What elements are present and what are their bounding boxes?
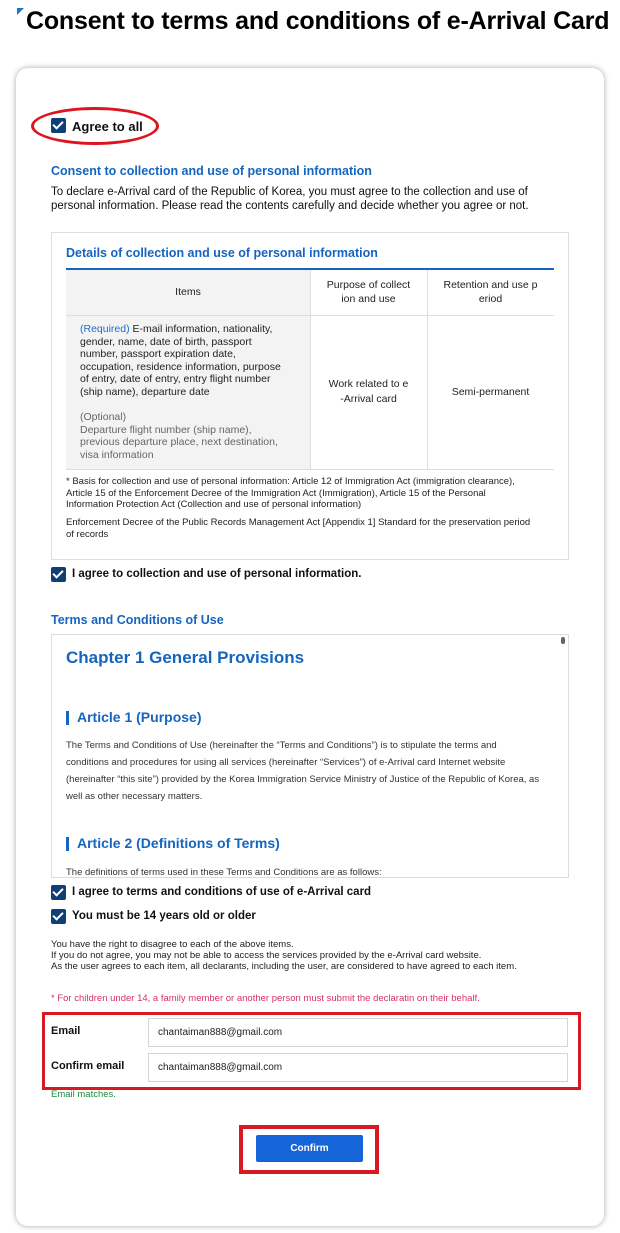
purpose-value-2: -Arrival card — [340, 393, 397, 405]
consent-desc-1: To declare e-Arrival card of the Republic of Korea, you must agree to the collection and use of — [51, 186, 528, 198]
article-1-text: The Terms and Conditions of Use (hereinafter the “Terms and Conditions”) is to stipulate the terms and conditions and procedures for using all services (hereinafter “Services”) of e-Arrival card Internet website (hereinafter “this site”) provided by the Korea Immigration Service Ministry of Justice of the Republic of Korea, as well as other necessary matters. — [66, 740, 540, 802]
agree-all-label[interactable]: Agree to all — [72, 119, 143, 134]
terms-scrollbar[interactable] — [561, 637, 565, 644]
agree-all-checkbox[interactable] — [51, 118, 66, 133]
retention-value: Semi-permanent — [451, 386, 530, 398]
agree-personal-info-checkbox[interactable] — [51, 567, 66, 582]
notice-line-3: As the user agrees to each item, all declarants, including the user, are considered to have agreed to each item. — [51, 961, 517, 972]
under-14-warning: * For children under 14, a family member or another person must submit the declaratin on their behalf. — [51, 993, 480, 1004]
chapter-title: Chapter 1 General Provisions — [66, 648, 305, 667]
details-title: Details of collection and use of personal information — [66, 246, 378, 260]
notice-line-2: If you do not agree, you may not be able to access the services provided by the e-Arrival card website. — [51, 950, 482, 961]
article-1-title: Article 1 (Purpose) — [77, 709, 202, 725]
agree-terms-checkbox[interactable] — [51, 885, 66, 900]
header-purpose-2: ion and use — [341, 293, 396, 305]
age-label[interactable]: You must be 14 years old or older — [72, 910, 256, 922]
age-checkbox[interactable] — [51, 909, 66, 924]
confirm-email-input[interactable] — [148, 1053, 568, 1082]
article-2-title: Article 2 (Definitions of Terms) — [77, 835, 280, 851]
notice-line-1: You have the right to disagree to each of the above items. — [51, 939, 294, 950]
agree-personal-info-label[interactable]: I agree to collection and use of personal information. — [72, 568, 362, 580]
purpose-value-1: Work related to e — [328, 378, 409, 390]
terms-section-title: Terms and Conditions of Use — [51, 613, 224, 627]
decree-note: Enforcement Decree of the Public Records Management Act [Appendix 1] Standard for the preservation period of records — [66, 517, 531, 540]
email-input[interactable] — [148, 1018, 568, 1047]
page-title: Consent to terms and conditions of e-Arrival Card — [26, 7, 610, 35]
consent-section-title: Consent to collection and use of personal information — [51, 164, 372, 178]
confirm-email-label: Confirm email — [51, 1060, 125, 1072]
header-retention-1: Retention and use p — [443, 279, 538, 291]
agree-terms-label[interactable]: I agree to terms and conditions of use of e-Arrival card — [72, 886, 372, 898]
confirm-button[interactable]: Confirm — [256, 1135, 363, 1162]
header-items: Items — [175, 286, 201, 298]
header-retention-2: eriod — [478, 293, 503, 305]
article-2-text: The definitions of terms used in these Terms and Conditions are as follows: — [66, 867, 382, 877]
corner-mark — [17, 8, 24, 15]
email-match-status: Email matches. — [51, 1089, 116, 1100]
required-items: (Required) E-mail information, nationality, gender, name, date of birth, passport number, passport expiration date, occupation, residence information, purpose of entry, date of entry, entry flight number (ship name), departure date — [80, 323, 281, 398]
legal-basis: * Basis for collection and use of personal information: Article 12 of Immigration Act (immigration clearance), Article 15 of the Enforcement Decree of the Immigration Act (Immigration), Article 15 of the Personal Information Protection Act (Collection and use of personal information) — [66, 476, 515, 510]
email-label: Email — [51, 1025, 81, 1037]
required-tag: (Required) — [80, 323, 130, 335]
consent-desc-2: personal information. Please read the contents carefully and decide whether you agree or not. — [51, 200, 529, 212]
header-purpose-1: Purpose of collect — [326, 279, 411, 291]
optional-items: (Optional) Departure flight number (ship name), previous departure place, next destination, visa information — [80, 411, 278, 461]
